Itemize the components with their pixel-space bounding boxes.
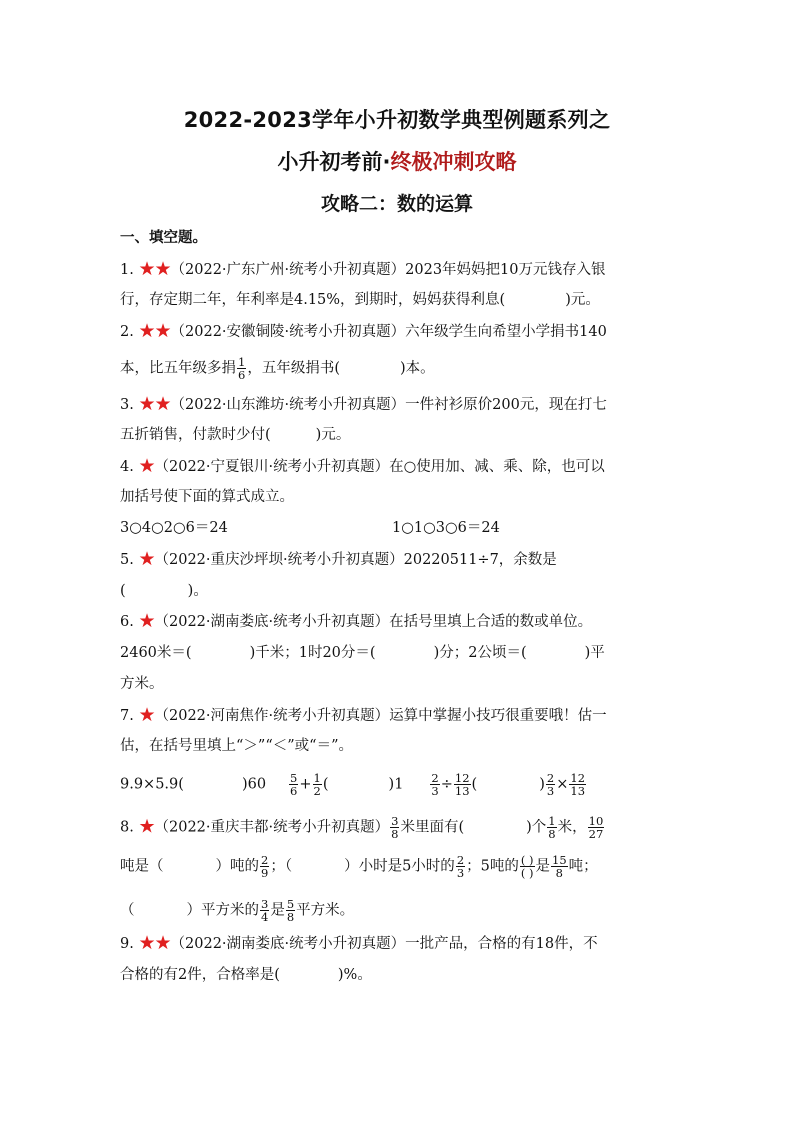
worksheet-subtitle: [0, 146, 794, 176]
operator: +: [299, 776, 312, 793]
fraction: $\frac{12}{13}$: [570, 771, 586, 798]
question-number: 6.: [120, 614, 134, 630]
star-rating-icon: ★: [138, 455, 155, 477]
star-rating-icon: ★: [138, 704, 155, 726]
question-text: 五折销售，付款时少付(: [120, 427, 271, 443]
question-text: （2022·山东潍坊·统考小升初真题）一件衬衫原价200元，现在打七: [170, 397, 607, 413]
star-rating-icon: ★: [138, 548, 155, 570]
question-text: ，五年级捐书(: [247, 360, 340, 377]
question-text: 行，存定期二年，年利率是4.15%，到期时，妈妈获得利息(: [120, 292, 506, 308]
subtitle-prefix: 小升初考前·: [277, 150, 391, 174]
fraction: $\frac{2}{3}$: [431, 771, 439, 798]
question-text: （2022·湖南娄底·统考小升初真题）一批产品，合格的有18件，不: [170, 936, 598, 952]
worksheet-title: 2022-2023学年小升初数学典型例题系列之: [183, 108, 611, 132]
question-6-line-3: 方米。: [120, 676, 164, 692]
question-1-line-2: [120, 290, 600, 310]
question-4-equation-2: 1○1○3○6＝24: [392, 520, 500, 536]
question-number: 1.: [120, 262, 134, 278]
question-text: 合格的有2件，合格率是(: [120, 967, 280, 983]
question-number: 4.: [120, 459, 134, 475]
question-4-line-1: [120, 457, 605, 477]
question-5-line-1: [120, 550, 557, 570]
subtitle-highlight: 终极冲刺攻略: [390, 150, 517, 174]
question-text: （2022·重庆丰都·统考小升初真题）: [154, 819, 390, 836]
fraction: $\frac{2}{9}$: [261, 853, 269, 880]
star-rating-icon: ★★: [138, 932, 171, 954]
question-7-line-1: [120, 706, 607, 726]
fraction: $\frac{12}{13}$: [454, 771, 470, 798]
fraction: $\frac{3}{8}$: [391, 814, 399, 841]
fraction: $\frac{2}{3}$: [546, 771, 555, 798]
question-text: (: [120, 583, 126, 599]
question-text: )分；2公顷＝(: [433, 645, 527, 661]
question-number: 5.: [120, 552, 134, 568]
fraction: $\frac{5}{6}$: [290, 771, 298, 798]
question-5-line-2: [120, 581, 208, 601]
question-text: 2460米＝(: [120, 645, 192, 661]
fraction: $\frac{10}{27}$: [588, 814, 604, 841]
fraction: $\frac{1}{8}$: [548, 814, 556, 841]
question-text: ）小时是5小时的: [344, 858, 455, 875]
question-text: )。: [187, 583, 208, 599]
question-number: 9.: [120, 936, 134, 952]
expression-text: )60: [241, 776, 267, 793]
question-text: （2022·重庆沙坪坝·统考小升初真题）20220511÷7，余数是: [154, 552, 557, 568]
question-text: )元。: [565, 292, 600, 308]
question-8-line-1: [120, 815, 605, 840]
question-1-line-1: [120, 260, 606, 280]
fraction: $\frac{1}{6}$: [238, 355, 246, 382]
star-rating-icon: ★: [138, 815, 155, 838]
question-number: 2.: [120, 324, 134, 340]
operator: ×: [556, 776, 569, 793]
question-text: 吨是（: [120, 858, 164, 875]
question-text: （2022·河南焦作·统考小升初真题）运算中掌握小技巧很重要哦！估一: [154, 708, 607, 724]
question-text: ）吨的: [215, 858, 259, 875]
question-text: )元。: [315, 427, 351, 443]
expression-text: (: [471, 776, 478, 793]
question-7-line-2: 估，在括号里填上“＞”“＜”或“＝”。: [120, 738, 353, 754]
fraction-blank[interactable]: $\frac{( )}{( )}$: [520, 853, 534, 880]
question-9-line-2: [120, 965, 372, 985]
fraction: $\frac{15}{8}$: [552, 853, 567, 880]
section-heading: 一、填空题。: [120, 230, 207, 246]
question-number: 8.: [120, 819, 134, 836]
question-7-expressions: [120, 772, 587, 797]
star-rating-icon: ★: [138, 610, 155, 632]
question-9-line-1: [120, 934, 598, 954]
question-text: 米里面有(: [400, 819, 465, 836]
star-rating-icon: ★★: [138, 258, 171, 280]
fraction: $\frac{1}{2}$: [313, 771, 321, 798]
question-4-line-2: 加括号使下面的算式成立。: [120, 489, 294, 505]
star-rating-icon: ★★: [138, 393, 171, 415]
question-text: （2022·广东广州·统考小升初真题）2023年妈妈把10万元钱存入银: [170, 262, 606, 278]
question-text: 米，: [557, 819, 587, 836]
question-4-equation-1: 3○4○2○6＝24: [120, 520, 228, 536]
question-text: （2022·湖南娄底·统考小升初真题）在括号里填上合适的数或单位。: [154, 614, 593, 630]
operator: ÷: [440, 776, 453, 793]
question-6-line-2: [120, 643, 605, 663]
question-text: ）平方米的: [186, 902, 259, 919]
question-text: 是: [535, 858, 551, 875]
question-6-line-1: [120, 612, 592, 632]
question-text: ；5吨的: [466, 858, 519, 875]
question-2-line-2: [120, 356, 435, 381]
question-number: 3.: [120, 397, 134, 413]
question-text: （2022·宁夏银川·统考小升初真题）在○使用加、减、乘、除，也可以: [154, 459, 605, 475]
question-text: （: [120, 902, 135, 919]
fraction: $\frac{3}{4}$: [261, 897, 269, 924]
question-text: ；（: [270, 858, 293, 875]
expression-text: )1: [388, 776, 404, 793]
question-text: 是: [270, 902, 285, 919]
expression-text: ): [539, 776, 545, 793]
star-rating-icon: ★★: [138, 320, 171, 342]
question-text: 吨；: [568, 858, 598, 875]
fraction: $\frac{2}{3}$: [456, 853, 465, 880]
question-text: )平: [584, 645, 605, 661]
question-text: 平方米。: [296, 902, 355, 919]
question-8-line-3: [120, 898, 354, 923]
question-number: 7.: [120, 708, 134, 724]
expression-text: (: [322, 776, 329, 793]
question-text: )个: [526, 819, 547, 836]
question-text: 本，比五年级多捐: [120, 360, 236, 377]
question-text: )%。: [337, 967, 372, 983]
question-3-line-1: [120, 395, 607, 415]
fraction: $\frac{5}{8}$: [286, 897, 295, 924]
question-3-line-2: [120, 425, 350, 445]
question-text: )本。: [400, 360, 435, 377]
question-2-line-1: [120, 322, 607, 342]
question-8-line-2: [120, 854, 598, 879]
strategy-heading: 攻略二：数的运算: [320, 193, 473, 215]
question-text: （2022·安徽铜陵·统考小升初真题）六年级学生向希望小学捐书140: [170, 324, 607, 340]
question-text: )千米；1时20分＝(: [249, 645, 376, 661]
expression-text: 9.9×5.9(: [120, 776, 184, 793]
